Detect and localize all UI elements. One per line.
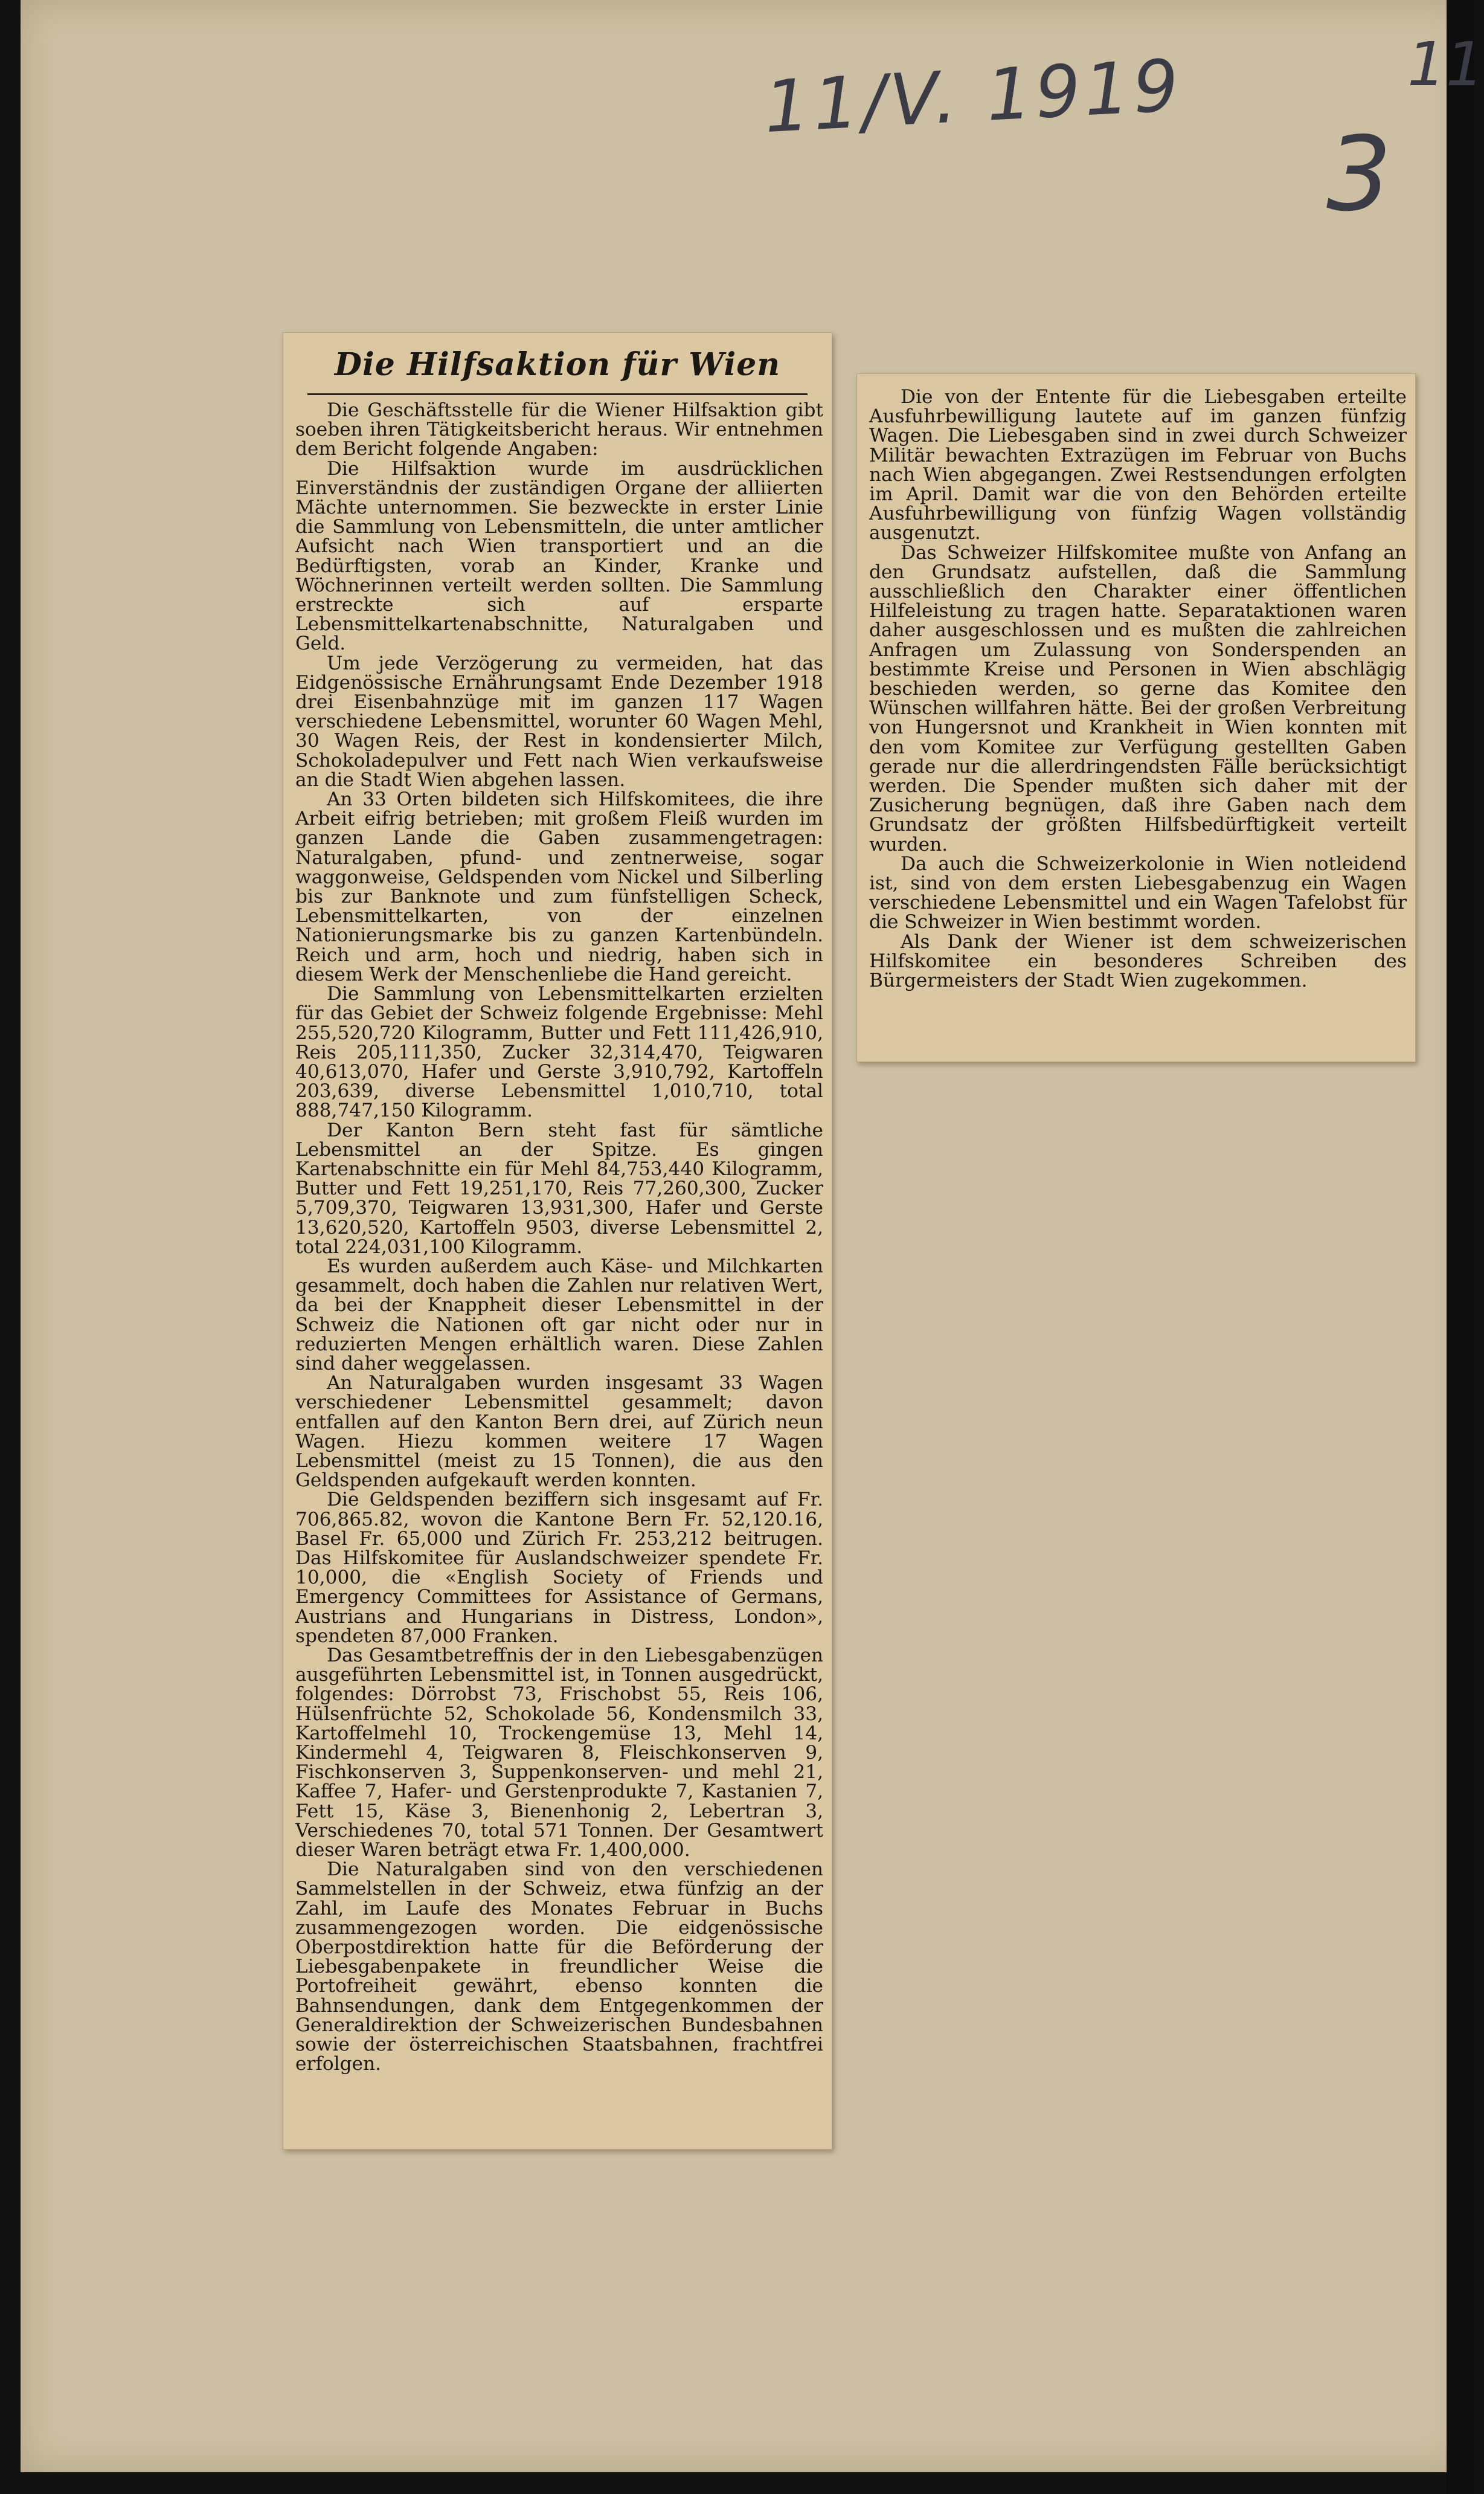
paragraph: Die Geschäftsstelle für die Wiener Hilfsaktion gibt soeben ihren Tätigkeitsbericht heraus. Wir entnehmen dem Bericht folgende Angaben:	[295, 399, 823, 460]
paragraph: Als Dank der Wiener ist dem schweizerischen Hilfskomitee ein besonderes Schreiben des Bürgermeisters der Stadt Wien zugekommen.	[869, 930, 1407, 992]
paragraph: Es wurden außerdem auch Käse- und Milchkarten gesammelt, doch haben die Zahlen nur relativen Wert, da bei der Knappheit dieser Lebensmittel in der Schweiz die Nationen oft gar nicht oder nur in reduzierten Mengen erhältlich waren. Diese Zahlen sind daher weggelassen.	[295, 1255, 823, 1374]
paragraph: Die Hilfsaktion wurde im ausdrücklichen Einverständnis der zuständigen Organe der alliierten Mächte unternommen. Sie bezweckte in erster Linie die Sammlung von Lebensmitteln, die unter amtlicher Aufsicht nach Wien transportiert und an die Bedürftigsten, vorab an Kinder, Kranke und Wöchnerinnen verteilt werden sollten. Die Sammlung erstreckte sich auf ersparte Lebensmittelkartenabschnitte, Naturalgaben und Geld.	[295, 457, 823, 655]
paragraph: Um jede Verzögerung zu vermeiden, hat das Eidgenössische Ernährungsamt Ende Dezember 1918 drei Eisenbahnzüge mit im ganzen 117 Wagen verschiedene Lebensmittel, worunter 60 Wagen Mehl, 30 Wagen Reis, der Rest in kondensierter Milch, Schokoladepulver und Fett nach Wien verkaufsweise an die Stadt Wien abgehen lassen.	[295, 652, 823, 791]
newspaper-clipping-left	[283, 332, 832, 2150]
paragraph: Das Gesamtbetreffnis der in den Liebesgabenzügen ausgeführten Lebensmittel ist, in Tonnen ausgedrückt, folgendes: Dörrobst 73, Frischobst 55, Reis 106, Hülsenfrüchte 52, Schokolade 56, Kondensmilch 33, Kartoffelmehl 10, Trockengemüse 13, Mehl 14, Kindermehl 4, Teigwaren 8, Fleischkonserven 9, Fischkonserven 3, Suppenkonserven- und mehl 21, Kaffee 7, Hafer- und Gerstenprodukte 7, Kastanien 7, Fett 15, Käse 3, Bienenhonig 2, Lebertran 3, Verschiedenes 70, total 571 Tonnen. Der Gesamtwert dieser Waren beträgt etwa Fr. 1,400,000.	[295, 1645, 823, 1861]
paragraph: Der Kanton Bern steht fast für sämtliche Lebensmittel an der Spitze. Es gingen Kartenabschnitte ein für Mehl 84,753,440 Kilogramm, Butter und Fett 19,251,170, Reis 77,260,300, Zucker 5,709,370, Teigwaren 13,931,300, Hafer und Gerste 13,620,520, Kartoffeln 9503, diverse Lebensmittel 2, total 224,031,100 Kilogramm.	[295, 1119, 823, 1258]
handwritten-page-number: 3	[1326, 115, 1392, 234]
handwritten-folio: 11	[1407, 29, 1484, 100]
handwritten-date: 11/V. 1919	[762, 43, 1184, 149]
article-text-right	[869, 387, 1407, 990]
paragraph: An 33 Orten bildeten sich Hilfskomitees, die ihre Arbeit eifrig betrieben; mit großem Fleiß wurden im ganzen Lande die Gaben zusammengetragen: Naturalgaben, pfund- und zentnerweise, sogar waggonweise, Geldspenden vom Nickel und Silberling bis zur Banknote und zum fünfstelligen Scheck, Lebensmittelkarten, von der einzelnen Nationierungsmarke bis zu ganzen Kartenbündeln. Reich und arm, hoch und niedrig, haben sich in diesem Werk der Menschenliebe die Hand gereicht.	[295, 788, 823, 985]
article-text-left	[295, 401, 823, 2074]
headline-rule	[307, 393, 808, 395]
newspaper-clipping-right	[856, 373, 1416, 1062]
paragraph: Die Naturalgaben sind von den verschiedenen Sammelstellen in der Schweiz, etwa fünfzig an der Zahl, im Laufe des Monates Februar in Buchs zusammengezogen worden. Die eidgenössische Oberpostdirektion hatte für die Beförderung der Liebesgabenpakete in freundlicher Weise die Portofreiheit gewährt, ebenso konnten die Bahnsendungen, dank dem Entgegenkommen der Generaldirektion der Schweizerischen Bundesbahnen sowie der österreichischen Staatsbahnen, frachtfrei erfolgen.	[295, 1858, 823, 2075]
paragraph: Die Sammlung von Lebensmittelkarten erzielten für das Gebiet der Schweiz folgende Ergebnisse: Mehl 255,520,720 Kilogramm, Butter und Fett 111,426,910, Reis 205,111,350, Zucker 32,314,470, Teigwaren 40,613,070, Hafer und Gerste 3,910,792, Kartoffeln 203,639, diverse Lebensmittel 1,010,710, total 888,747,150 Kilogramm.	[295, 983, 823, 1122]
paragraph: Die von der Entente für die Liebesgaben erteilte Ausfuhrbewilligung lautete auf im ganzen fünfzig Wagen. Die Liebesgaben sind in zwei durch Schweizer Militär bewachten Extrazügen im Februar von Buchs nach Wien abgegangen. Zwei Restsendungen erfolgten im April. Damit war die von den Behörden erteilte Ausfuhrbewilligung von fünfzig Wagen vollständig ausgenutzt.	[869, 386, 1407, 544]
scan-edge	[1447, 0, 1474, 2494]
paragraph: Da auch die Schweizerkolonie in Wien notleidend ist, sind von dem ersten Liebesgabenzug ein Wagen verschiedene Lebensmittel und ein Wagen Tafelobst für die Schweizer in Wien bestimmt worden.	[869, 852, 1407, 933]
article-headline: Die Hilfsaktion für Wien	[334, 346, 781, 383]
paragraph: Das Schweizer Hilfskomitee mußte von Anfang an den Grundsatz aufstellen, daß die Sammlung ausschließlich den Charakter einer öffentlichen Hilfeleistung zu tragen hatte. Separataktionen waren daher ausgeschlossen und es mußten die zahlreichen Anfragen um Zulassung von Sonderspenden an bestimmte Kreise und Personen in Wien abschlägig beschieden werden, so gerne das Komitee den Wünschen willfahren hätte. Bei der großen Verbreitung von Hungersnot und Krankheit in Wien konnten mit den vom Komitee zur Verfügung gestellten Gaben gerade nur die allerdringendsten Fälle berücksichtigt werden. Die Spender mußten sich daher mit der Zusicherung begnügen, daß ihre Gaben nach dem Grundsatz der größten Hilfsbedürftigkeit verteilt wurden.	[869, 541, 1407, 856]
paragraph: An Naturalgaben wurden insgesamt 33 Wagen verschiedener Lebensmittel gesammelt; davon entfallen auf den Kanton Bern drei, auf Zürich neun Wagen. Hiezu kommen weitere 17 Wagen Lebensmittel (meist zu 15 Tonnen), die aus den Geldspenden aufgekauft werden konnten.	[295, 1372, 823, 1492]
paragraph: Die Geldspenden beziffern sich insgesamt auf Fr. 706,865.82, wovon die Kantone Bern Fr. 52,120.16, Basel Fr. 65,000 und Zürich Fr. 253,212 beitrugen. Das Hilfskomitee für Auslandschweizer spendete Fr. 10,000, die «English Society of Friends und Emergency Committees for Assistance of Germans, Austrians and Hungarians in Distress, London», spendeten 87,000 Franken.	[295, 1489, 823, 1647]
